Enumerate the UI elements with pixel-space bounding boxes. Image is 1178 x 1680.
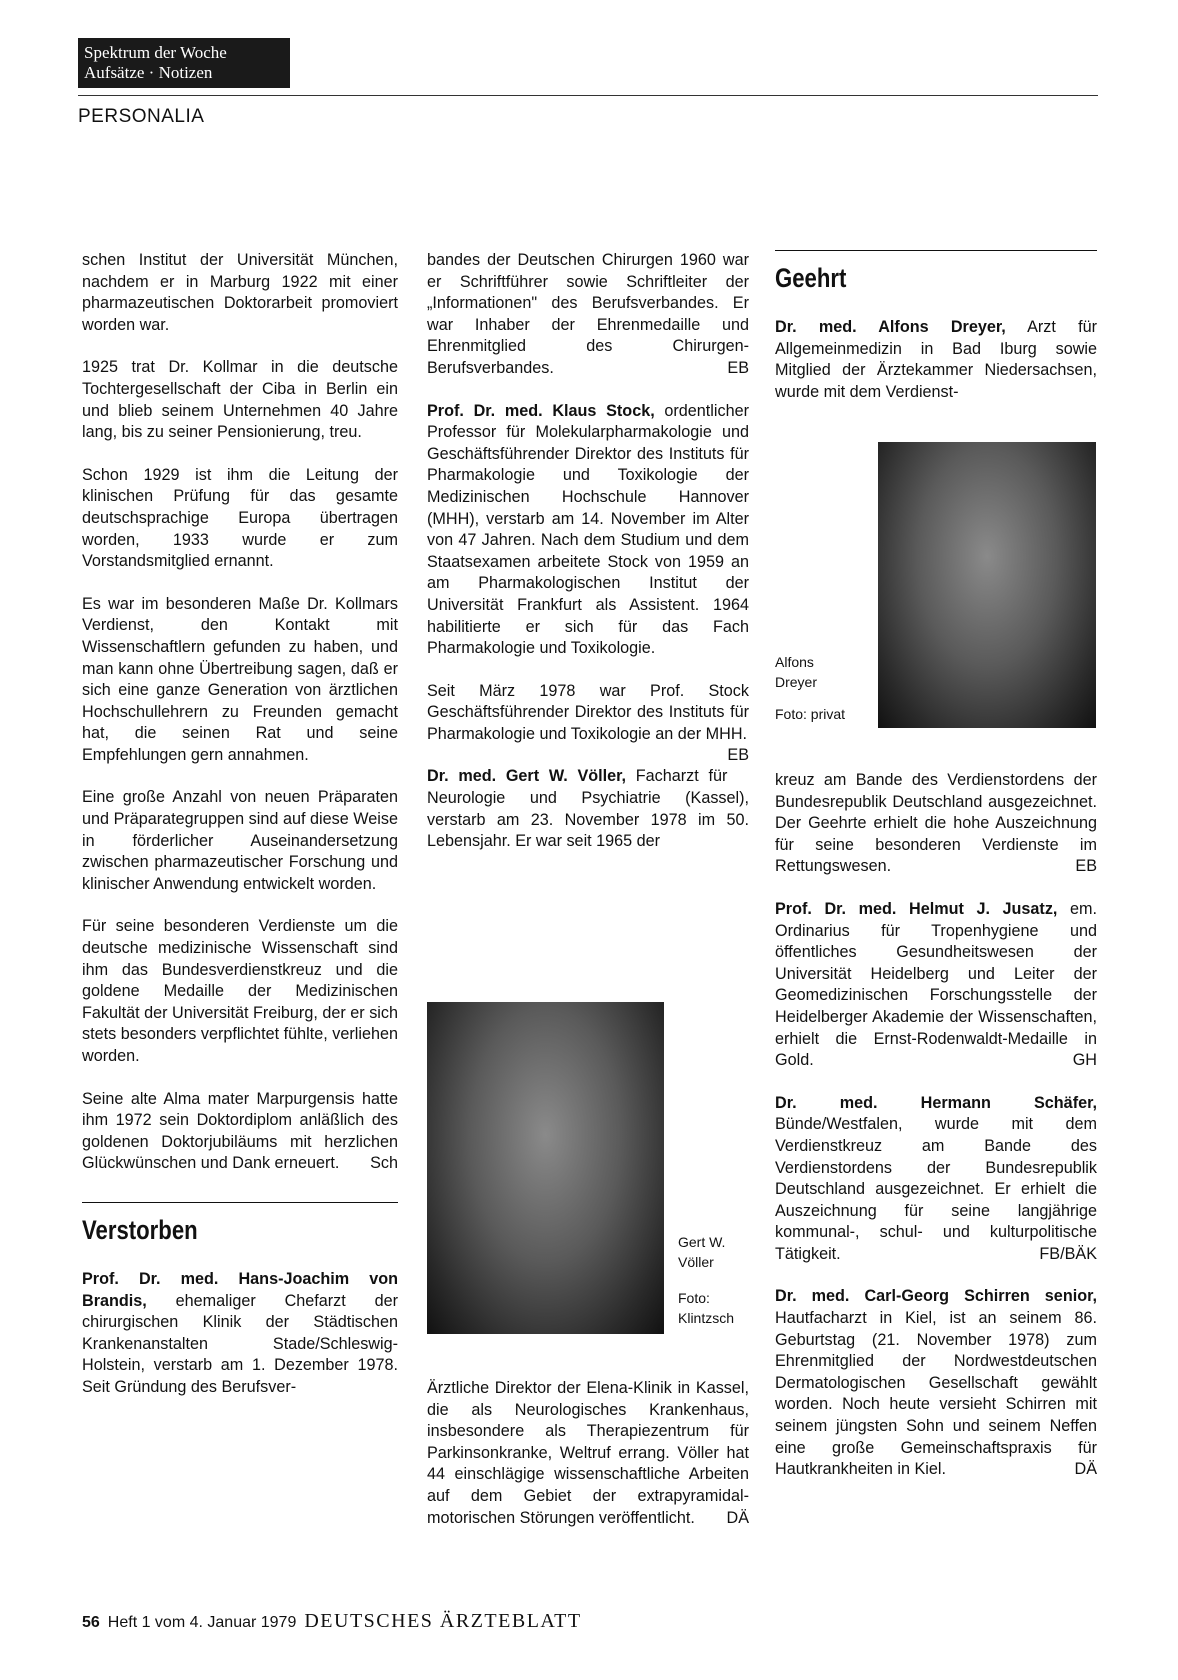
paragraph: 1925 trat Dr. Kollmar in die deutsche Tochtergesellschaft der Ciba in Berlin ein und blieb seinem Unternehmen 40 Jahre lang, bis zu seiner Pensionierung, treu.	[82, 358, 398, 442]
photo-caption-dreyer	[775, 652, 845, 724]
paragraph	[775, 317, 1097, 403]
paragraph: Schon 1929 ist ihm die Leitung der klinischen Prüfung für das gesamte deutschsprachige Europa übertragen worden, 1933 wurde er zum Vorstandsmitglied ernannt.	[82, 465, 398, 571]
person-name: Dr. med. Hermann Schäfer,	[775, 1093, 1097, 1112]
paragraph-text: Seine alte Alma mater Marpurgensis hatte ihm 1972 sein Doktordiplom anläßlich des goldenen Doktorjubiläums mit herzlichen Glückwünschen und Dank erneuert.	[82, 1089, 398, 1173]
person-name: Prof. Dr. med. Helmut J. Jusatz,	[775, 899, 1058, 918]
header-divider	[78, 95, 1098, 96]
heading-verstorben: Verstorben	[82, 1214, 198, 1245]
section-label: PERSONALIA	[78, 106, 205, 127]
caption-credit: Klintzsch	[678, 1310, 735, 1326]
paragraph	[82, 1089, 398, 1175]
paragraph	[427, 401, 749, 660]
paragraph-text: Bünde/Westfalen, wurde mit dem Verdienstkreuz am Bande des Verdienstordens der Bundesrepublik Deutschland ausgezeichnet. Er erhielt die Auszeichnung für seine langjährige kommunal-, schul- und kulturpolitische Tätigkeit.	[775, 1115, 1097, 1263]
author-signature: EB	[727, 358, 749, 377]
person-name: Dr. med. Alfons Dreyer,	[775, 318, 1006, 336]
author-signature: DÄ	[1074, 1460, 1097, 1479]
caption-credit: Foto: privat	[775, 706, 846, 722]
person-name: Prof. Dr. med. Klaus Stock,	[427, 401, 655, 420]
paragraph	[427, 681, 749, 765]
journal-name: DEUTSCHES ÄRZTEBLATT	[304, 1610, 582, 1632]
paragraph	[775, 899, 1097, 1072]
paragraph-text: Ärztliche Direktor der Elena-Klinik in Kassel, die als Neurologisches Krankenhaus, insbesondere als Therapiezentrum für Parkinsonkranke, Weltruf errang. Völler hat 44 einschlägige wissenschaftliche Arbeiten auf dem Gebiet der extrapyramidal-motorischen Störungen veröffentlicht.	[427, 1379, 749, 1527]
author-signature: FB/BÄK	[1039, 1244, 1097, 1263]
paragraph: Es war im besonderen Maße Dr. Kollmars Verdienst, den Kontakt mit Wissenschaftlern gefunden zu haben, und man kann ohne Übertreibung sagen, daß er sich eine ganze Generation von ärztlichen Hochschullehrern zu Freunden gemacht hat, die seinen Rat und seine Empfehlungen gern annahmen.	[82, 594, 398, 764]
paragraph-text: em. Ordinarius für Tropenhygiene und öffentliches Gesundheitswesen der Universität Heidelberg und Leiter der Geomedizinischen Forschungsstelle der Heidelberger Akademie der Wissenschaften, erhielt die Ernst-Rodenwaldt-Medaille in Gold.	[775, 899, 1097, 1070]
header-line-1: Spektrum der Woche	[84, 43, 227, 62]
column-3	[775, 250, 1097, 424]
heading-geehrt: Geehrt	[775, 263, 847, 293]
column-2	[427, 250, 749, 874]
column-2-lower	[427, 1378, 749, 1550]
paragraph	[427, 766, 749, 852]
heading-rule	[82, 1202, 398, 1203]
paragraph-text: ehemaliger Chefarzt der chirurgischen Klinik der Städtischen Krankenanstalten Stade/Schleswig-Holstein, verstarb am 1. Dezember 1978. Seit Gründung des Berufsver-	[82, 1291, 398, 1396]
paragraph-text: Hautfacharzt in Kiel, ist an seinem 86. Geburtstag (21. November 1978) zum Ehrenmitglied der Nordwestdeutschen Dermatologischen Gesellschaft gewählt worden. Noch heute versieht Schirren mit seinem jüngsten Sohn und seinem Neffen eine große Gemeinschaftspraxis für Hautkrankheiten in Kiel.	[775, 1309, 1097, 1479]
caption-name: Alfons	[775, 654, 814, 670]
paragraph	[775, 770, 1097, 878]
paragraph	[427, 250, 749, 380]
author-signature: DÄ	[726, 1508, 749, 1527]
heading-rule	[775, 250, 1097, 251]
page-number: 56	[82, 1614, 100, 1631]
person-name: Prof. Dr. med. Hans-Joachim von Brandis,	[82, 1269, 398, 1310]
paragraph-text: Seit März 1978 war Prof. Stock Geschäftsführender Direktor des Instituts für Pharmakologie und Toxikologie an der MHH.	[427, 681, 749, 743]
author-signature: EB	[727, 746, 749, 765]
paragraph: Für seine besonderen Verdienste um die deutsche medizinische Wissenschaft sind ihm das Bundesverdienstkreuz und die goldene Medaille der Medizinischen Fakultät der Universität Freiburg, der er sich stets besonders verpflichtet fühlte, verliehen worden.	[82, 917, 398, 1065]
caption-credit: Foto:	[678, 1290, 710, 1306]
issue-info: Heft 1 vom 4. Januar 1979	[107, 1614, 297, 1631]
person-name: Dr. med. Carl-Georg Schirren senior,	[775, 1287, 1097, 1306]
paragraph-text: Facharzt für Neurologie und Psychiatrie (Kassel), verstarb am 23. November 1978 im 50. Lebensjahr. Er war seit 1965 der	[427, 767, 749, 851]
paragraph: schen Institut der Universität München, nachdem er in Marburg 1922 mit einer pharmazeutischen Doktorarbeit promoviert worden war.	[82, 251, 398, 334]
paragraph	[775, 1093, 1097, 1266]
column-3-lower	[775, 770, 1097, 1502]
author-signature: Sch	[370, 1154, 398, 1173]
paragraph	[82, 1269, 398, 1399]
header-line-2: Aufsätze · Notizen	[84, 63, 213, 82]
person-name: Dr. med. Gert W. Völler,	[427, 767, 627, 786]
author-signature: EB	[1075, 857, 1097, 876]
caption-name: Gert W.	[678, 1234, 726, 1250]
portrait-photo-dreyer	[878, 442, 1096, 728]
paragraph	[775, 1286, 1097, 1480]
page-footer	[82, 1610, 582, 1633]
paragraph-text: kreuz am Bande des Verdienstordens der Bundesrepublik Deutschland ausgezeichnet. Der Geehrte erhielt die hohe Auszeichnung für seine besonderen Verdienste im Rettungswesen.	[775, 771, 1097, 876]
section-header-box	[78, 38, 290, 88]
paragraph-text: bandes der Deutschen Chirurgen 1960 war er Schriftführer sowie Schriftleiter der „Informationen" des Berufsverbandes. Er war Inhaber der Ehrenmedaille und Ehrenmitglied des Chirurgen-Berufsverbandes.	[427, 251, 749, 377]
caption-name: Dreyer	[775, 674, 818, 690]
photo-caption-voeller	[678, 1232, 734, 1328]
paragraph: Eine große Anzahl von neuen Präparaten und Präparategruppen sind auf diese Weise in förderlicher Auseinandersetzung zwischen pharmazeutischer Forschung und klinischer Anwendung entwickelt worden.	[82, 788, 398, 893]
paragraph-text: Arzt für Allgemeinmedizin in Bad Iburg sowie Mitglied der Ärztekammer Niedersachsen, wurde mit dem Verdienst-	[775, 318, 1097, 401]
paragraph-text: ordentlicher Professor für Molekularpharmakologie und Geschäftsführender Direktor des Instituts für Pharmakologie und Toxikologie der Medizinischen Hochschule Hannover (MHH), verstarb am 14. November im Alter von 47 Jahren. Nach dem Studium und dem Staatsexamen arbeitete Stock von 1959 an am Pharmakologischen Institut der Universität Frankfurt als Assistent. 1964 habilitierte er sich für das Fach Pharmakologie und Toxikologie.	[427, 401, 749, 658]
author-signature: GH	[1072, 1051, 1097, 1070]
caption-name: Völler	[678, 1254, 714, 1270]
column-1	[82, 250, 398, 1420]
paragraph	[427, 1378, 749, 1529]
portrait-photo-voeller	[427, 1002, 664, 1334]
